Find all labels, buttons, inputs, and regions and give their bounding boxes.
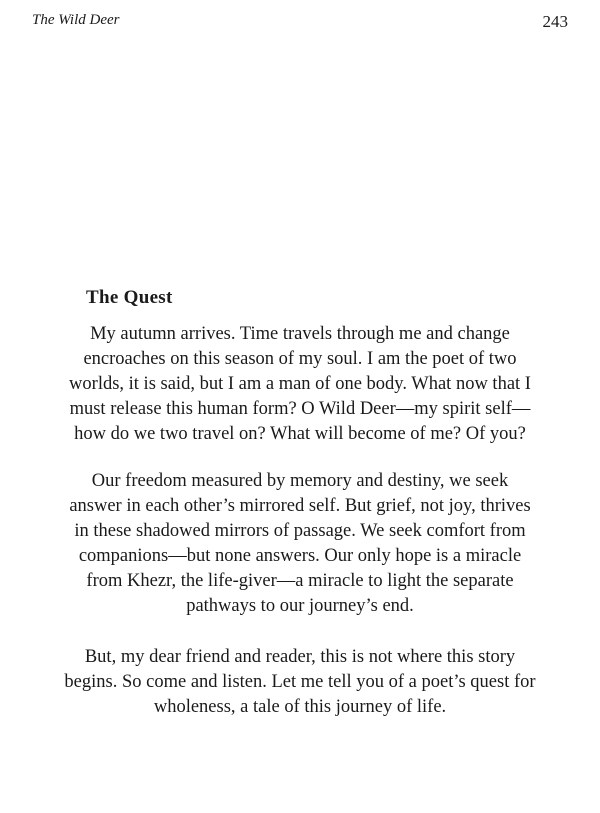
paragraph-line: But, my dear friend and reader, this is not where this story [84, 647, 516, 667]
paragraph-line: worlds, it is said, but I am a man of one body. What now that I [69, 374, 531, 394]
paragraph-line: companions—but none answers. Our only hope is a miracle [78, 546, 522, 566]
paragraph-line: Our freedom measured by memory and destiny, we seek [91, 471, 509, 491]
paragraph-line: encroaches on this season of my soul. I am the poet of two [83, 349, 517, 369]
paragraph-1 [40, 322, 560, 447]
paragraph-line: My autumn arrives. Time travels through me and change [90, 324, 510, 344]
paragraph-line: wholeness, a tale of this journey of life. [153, 697, 447, 717]
paragraph-line: begins. So come and listen. Let me tell you of a poet’s quest for [64, 672, 536, 692]
paragraph-line: pathways to our journey’s end. [186, 596, 414, 616]
running-head: The Wild Deer [32, 12, 120, 28]
paragraph-2 [40, 469, 560, 619]
paragraph-line: from Khezr, the life-giver—a miracle to light the separate [86, 571, 514, 591]
paragraph-line: must release this human form? O Wild Deer—my spirit self— [69, 399, 531, 419]
page-number: 243 [542, 12, 568, 31]
paragraph-line: how do we two travel on? What will become of me? Of you? [74, 424, 526, 444]
paragraph-3 [40, 645, 560, 720]
section-title: The Quest [86, 287, 173, 308]
paragraph-line: answer in each other’s mirrored self. But grief, not joy, thrives [69, 496, 531, 516]
paragraph-line: in these shadowed mirrors of passage. We seek comfort from [74, 521, 526, 541]
